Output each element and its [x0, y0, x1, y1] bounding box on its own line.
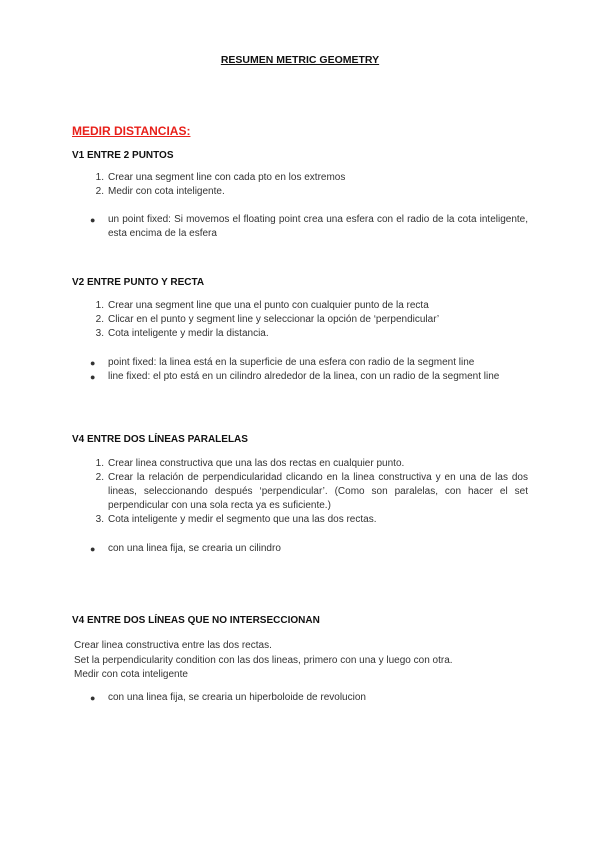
- list-item: 2. Medir con cota inteligente.: [95, 186, 225, 197]
- v4b-line-3: Medir con cota inteligente: [74, 669, 188, 680]
- heading-v1: V1 ENTRE 2 PUNTOS: [72, 150, 174, 161]
- list-item: ● un point fixed: Si movemos el floating point crea una esfera con el radio de la cota inteligente, esta encima de la esfera: [90, 214, 528, 239]
- document-title: RESUMEN METRIC GEOMETRY: [220, 54, 380, 66]
- section-heading-medir: MEDIR DISTANCIAS:: [72, 124, 191, 138]
- heading-v2: V2 ENTRE PUNTO Y RECTA: [72, 277, 205, 288]
- v1-bullets: [90, 213, 528, 241]
- list-item: 3. Cota inteligente y medir la distancia.: [95, 328, 269, 339]
- v4a-bullets: [90, 542, 528, 556]
- list-item: 2. Clicar en el punto y segment line y seleccionar la opción de ‘perpendicular’: [95, 314, 440, 325]
- v4b-line-2: Set la perpendicularity condition con las dos lineas, primero con una y luego con otra.: [74, 654, 453, 666]
- list-item: ● point fixed: la linea está en la superficie de una esfera con radio de la segment line: [90, 357, 475, 368]
- v4a-steps: [95, 457, 528, 527]
- list-item: ● line fixed: el pto está en un cilindro alrededor de la linea, con un radio de la segment line: [90, 371, 500, 382]
- v1-steps: [95, 171, 528, 199]
- list-item: 1. Crear linea constructiva que una las dos rectas en cualquier punto.: [95, 458, 405, 469]
- list-item: 3. Cota inteligente y medir el segmento que una las dos rectas.: [95, 514, 377, 525]
- list-item: ● con una linea fija, se crearia un hiperboloide de revolucion: [90, 692, 366, 703]
- heading-v4-paralelas: V4 ENTRE DOS LÍNEAS PARALELAS: [72, 434, 248, 445]
- list-item: 2. Crear la relación de perpendicularidad clicando en la linea constructiva y en una de las dos lineas, seleccionando después ‘perpendicular’. (Como son paralelas, con hacer el set perpendicular con una sola recta ya es suficiente.): [95, 472, 528, 511]
- v4b-line-1: Crear linea constructiva entre las dos rectas.: [74, 640, 272, 651]
- heading-v4-no-interseccionan: V4 ENTRE DOS LÍNEAS QUE NO INTERSECCIONAN: [72, 615, 320, 626]
- list-item: 1. Crear una segment line que una el punto con cualquier punto de la recta: [95, 300, 429, 311]
- list-item: 1. Crear una segment line con cada pto en los extremos: [95, 172, 346, 183]
- list-item: ● con una linea fija, se crearia un cilindro: [90, 543, 281, 554]
- v2-steps: [95, 299, 528, 341]
- v4b-bullets: [90, 691, 528, 705]
- v2-bullets: [90, 356, 528, 384]
